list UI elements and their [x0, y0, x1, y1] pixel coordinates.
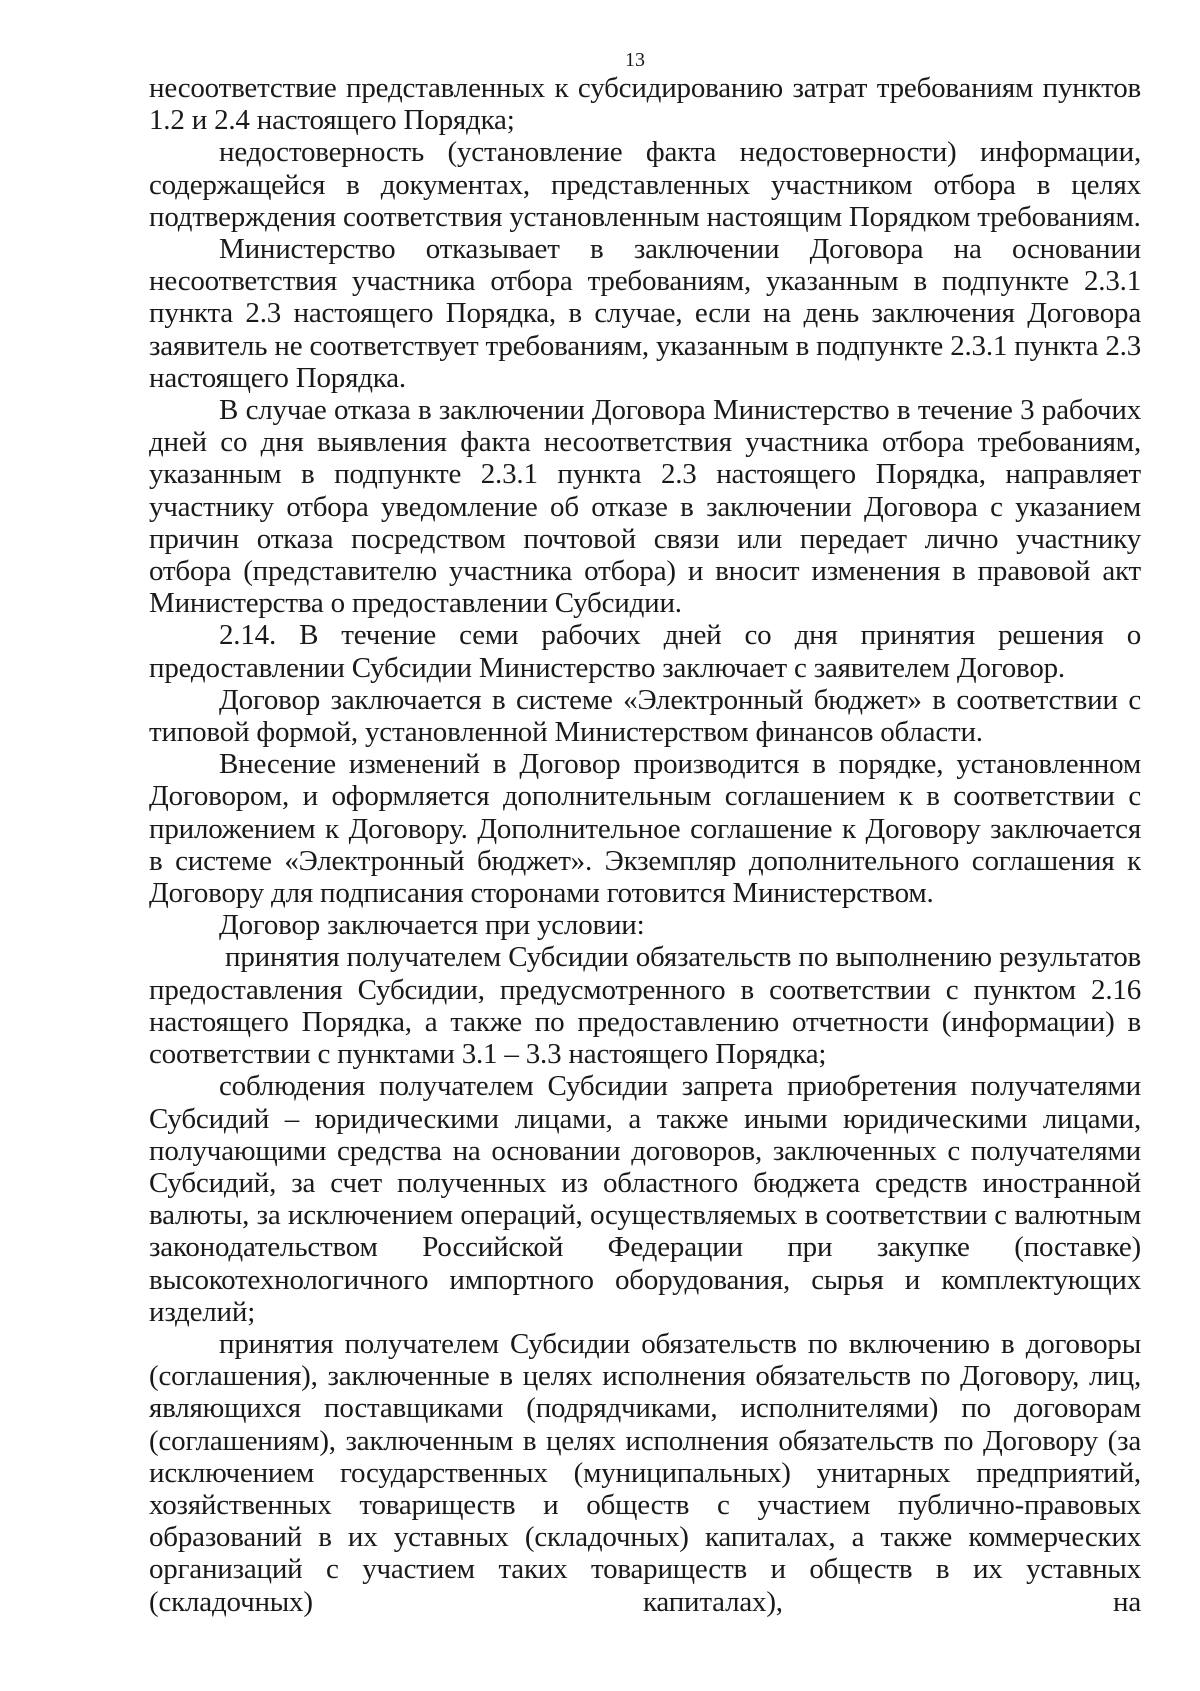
paragraph-refusal-notice: В случае отказа в заключении Договора Министерство в течение 3 рабочих дней со дня выявления факта несоответствия участника отбора требованиям, указанным в подпункте 2.3.1 пункта 2.3 настоящего Порядка, направляет участнику отбора уведомление об отказе в заключении Договора с указанием причин отказа посредством почтовой связи или передает лично участнику отбора (представителю участника отбора) и вносит изменения в правовой акт Министерства о предоставлении Субсидии.: [149, 394, 1141, 620]
paragraph-amendments: Внесение изменений в Договор производится в порядке, установленном Договором, и оформляется дополнительным соглашением к в соответствии с приложением к Договору. Дополнительное соглашение к Договору заключается в системе «Электронный бюджет». Экземпляр дополнительного соглашения к Договору для подписания сторонами готовится Министерством.: [149, 748, 1141, 910]
paragraph-refusal-grounds: Министерство отказывает в заключении Договора на основании несоответствия участника отбора требованиям, указанным в подпункте 2.3.1 пункта 2.3 настоящего Порядка, в случае, если на день заключения Договора заявитель не соответствует требованиям, указанным в подпункте 2.3.1 пункта 2.3 настоящего Порядка.: [149, 233, 1141, 394]
page-number: 13: [625, 49, 645, 71]
paragraph-2-14: 2.14. В течение семи рабочих дней со дня принятия решения о предоставлении Субсидии Министерство заключает с заявителем Договор.: [149, 619, 1141, 684]
paragraph-condition-results: принятия получателем Субсидии обязательств по выполнению результатов предоставления Субсидии, предусмотренного в соответствии с пунктом 2.16 настоящего Порядка, а также по предоставлению отчетности (информации) в соответствии с пунктами 3.1 – 3.3 настоящего Порядка;: [149, 941, 1141, 1071]
paragraph-electronic-budget: Договор заключается в системе «Электронный бюджет» в соответствии с типовой формой, установленной Министерством финансов области.: [149, 683, 1141, 749]
paragraph-conditions-heading: Договор заключается при условии:: [219, 909, 645, 942]
paragraph-item-2-clause: недостоверность (установление факта недостоверности) информации, содержащейся в документах, представленных участником отбора в целях подтверждения соответствия установленным настоящим Порядком требованиям.: [149, 136, 1141, 233]
paragraph-condition-contracts: принятия получателем Субсидии обязательств по включению в договоры (соглашения), заключенные в целях исполнения обязательств по Договору, лиц, являющихся поставщиками (подрядчиками, исполнителями) по договорам (соглашениям), заключенным в целях исполнения обязательств по Договору (за исключением государственных (муниципальных) унитарных предприятий, хозяйственных товариществ и обществ с участием публично-правовых образований в их уставных (складочных) капиталах, а также коммерческих организаций с участием таких товариществ и обществ в их уставных (складочных) капиталах), на: [149, 1327, 1141, 1618]
paragraph-item-1-clause: несоответствие представленных к субсидированию затрат требованиям пунктов 1.2 и 2.4 настоящего Порядка;: [149, 72, 1141, 137]
paragraph-condition-currency-ban: соблюдения получателем Субсидии запрета приобретения получателями Субсидий – юридическими лицами, а также иными юридическими лицами, получающими средства на основании договоров, заключенных с получателями Субсидий, за счет полученных из областного бюджета средств иностранной валюты, за исключением операций, осуществляемых в соответствии с валютным законодательством Российской Федерации при закупке (поставке) высокотехнологичного импортного оборудования, сырья и комплектующих изделий;: [149, 1070, 1141, 1328]
document-body: [149, 72, 1141, 1618]
